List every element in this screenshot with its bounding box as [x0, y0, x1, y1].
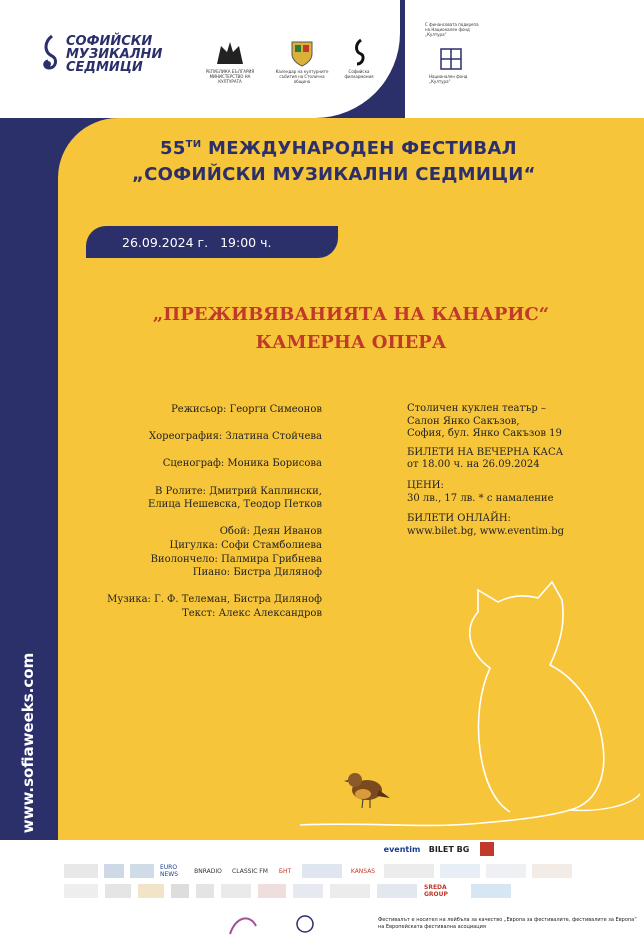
info-line: ЦЕНИ: — [407, 479, 444, 491]
festival-label-note: Фестивалът е носител на лейбъла за качество „Европа за фестивалите, фестивалите за Европа“ на Европейската фестивална асоциация — [378, 917, 637, 930]
show-title: „ПРЕЖИВЯВАНИЯТА НА КАНАРИС“ — [152, 304, 550, 325]
fund-logo-icon — [437, 45, 465, 73]
sponsor-row-2 — [64, 884, 640, 900]
credit-line: Музика: Г. Ф. Телеман, Бистра Диляноф — [107, 594, 322, 606]
info-line: Салон Янко Сакъзов, — [407, 415, 520, 427]
logo-line-2: МУЗИКАЛНИ — [66, 46, 163, 62]
credit-line: Пиано: Бистра Диляноф — [192, 567, 322, 579]
festival-title-text: МЕЖДУНАРОДЕН ФЕСТИВАЛ — [208, 138, 517, 159]
credits-list — [86, 403, 322, 621]
festival-title-line-2: „СОФИЙСКИ МУЗИКАЛНИ СЕДМИЦИ“ — [132, 164, 536, 185]
efa-globe-icon — [295, 914, 315, 934]
efa-label-icon — [226, 910, 260, 940]
sponsor-logo-icon — [171, 884, 189, 898]
sponsor-logo-icon — [104, 864, 124, 878]
fund-credit-text: С финансовата подкрепа на Национален фонд „Култура“ — [425, 22, 479, 37]
philharmonic-logo-icon — [347, 38, 371, 68]
sponsor-bnradio: BNRADIO — [194, 867, 222, 875]
fund-name: Национален фонд „Култура“ — [429, 74, 468, 84]
date-banner — [86, 226, 338, 258]
event-date: 26.09.2024 г. — [122, 234, 209, 250]
credit-spacer — [86, 471, 322, 485]
sponsor-logo-icon — [138, 884, 164, 898]
sponsor-logo-icon — [293, 884, 323, 898]
logo-line-3: СЕДМИЦИ — [66, 59, 143, 75]
partner-ministry — [200, 38, 260, 84]
credit-spacer — [86, 417, 322, 431]
partner-philharmonic-label: Софийска филхармония — [344, 69, 374, 79]
credit-line: В Ролите: Дмитрий Каплински, — [154, 485, 322, 497]
credit-spacer — [86, 444, 322, 458]
festival-edition: 55 — [160, 138, 186, 159]
website-link[interactable]: www.sofiaweeks.com — [19, 652, 37, 834]
sponsor-bilet: BILET BG — [428, 844, 470, 854]
sponsor-euronews: EURO NEWS — [160, 864, 179, 878]
info-line: София, бул. Янко Сакъзов 19 — [407, 428, 562, 440]
sponsor-logo-icon — [64, 864, 98, 878]
credit-spacer — [86, 580, 322, 594]
sponsor-logo-icon — [471, 884, 511, 898]
festival-logo — [40, 34, 162, 74]
info-line: БИЛЕТИ НА ВЕЧЕРНА КАСА — [407, 446, 564, 458]
sponsor-classicfm: CLASSIC FM — [232, 867, 268, 875]
sponsor-logo-icon — [196, 884, 214, 898]
info-line: www.bilet.bg, www.eventim.bg — [407, 525, 565, 537]
fund-credit — [425, 22, 480, 84]
credit-line: Хореография: Златина Стойчева — [149, 431, 322, 443]
sponsor-bnt: БНТ — [278, 867, 292, 875]
credit-line: Обой: Деян Иванов — [219, 526, 322, 538]
clef-icon — [40, 34, 60, 74]
sponsor-logo-icon — [330, 884, 370, 898]
sponsor-row-1 — [64, 864, 640, 880]
sponsor-logo-icon — [105, 884, 131, 898]
sponsor-logo-icon — [64, 884, 98, 898]
partner-philharmonic — [334, 38, 384, 79]
event-time: 19:00 ч. — [220, 234, 272, 250]
sponsor-kansas: KANSAS — [350, 867, 376, 875]
logo-line-1: СОФИЙСКИ — [66, 33, 153, 49]
credit-line: Текст: Алекс Александров — [182, 607, 322, 619]
info-line: БИЛЕТИ ОНЛАЙН: — [407, 513, 511, 525]
sponsor-logo-icon — [440, 864, 480, 878]
credit-line: Цигулка: Софи Стамболиева — [169, 539, 322, 551]
sponsor-logo-icon — [258, 884, 286, 898]
website-vertical[interactable] — [14, 652, 42, 834]
credit-line: Виолончело: Палмира Грибнева — [150, 553, 322, 565]
festival-edition-suffix: ТИ — [185, 139, 202, 150]
ministry-emblem-icon — [213, 38, 247, 68]
info-line: 30 лв., 17 лв. * с намаление — [407, 492, 554, 504]
credit-spacer — [86, 512, 322, 526]
sponsor-eventim: eventim — [383, 844, 421, 854]
festival-title-line-1 — [160, 138, 517, 159]
info-line: от 18.00 ч. на 26.09.2024 — [407, 459, 540, 471]
sponsor-sreda: SREDA GROUP — [424, 884, 448, 898]
credit-line: Елица Нешевска, Теодор Петков — [148, 499, 322, 511]
sponsor-logo-icon — [486, 864, 526, 878]
info-spacer — [407, 505, 637, 513]
sponsor-logo-icon — [302, 864, 342, 878]
sofia-coat-of-arms-icon — [289, 38, 315, 68]
sponsor-logo-icon — [130, 864, 154, 878]
partner-city-label: Календар на културните събития на Столична община — [275, 69, 329, 84]
info-line: Столичен куклен театър – — [407, 403, 546, 414]
partner-ministry-label: РЕПУБЛИКА БЪЛГАРИЯ МИНИСТЕРСТВО НА КУЛТУРАТА — [205, 69, 255, 84]
credit-line: Режисьор: Георги Симеонов — [171, 404, 322, 415]
credit-line: Сценограф: Моника Борисова — [162, 458, 322, 470]
info-spacer — [407, 472, 637, 480]
bird-icon — [343, 768, 391, 810]
sponsor-badge-icon — [480, 842, 494, 856]
partner-city — [272, 38, 332, 84]
sponsor-logo-icon — [384, 864, 434, 878]
sponsor-logo-icon — [532, 864, 572, 878]
show-subtitle: КАМЕРНА ОПЕРА — [255, 332, 447, 353]
sponsor-logo-icon — [221, 884, 251, 898]
sponsor-logo-icon — [377, 884, 417, 898]
sponsors-strip — [60, 842, 644, 912]
venue-info — [407, 403, 637, 538]
